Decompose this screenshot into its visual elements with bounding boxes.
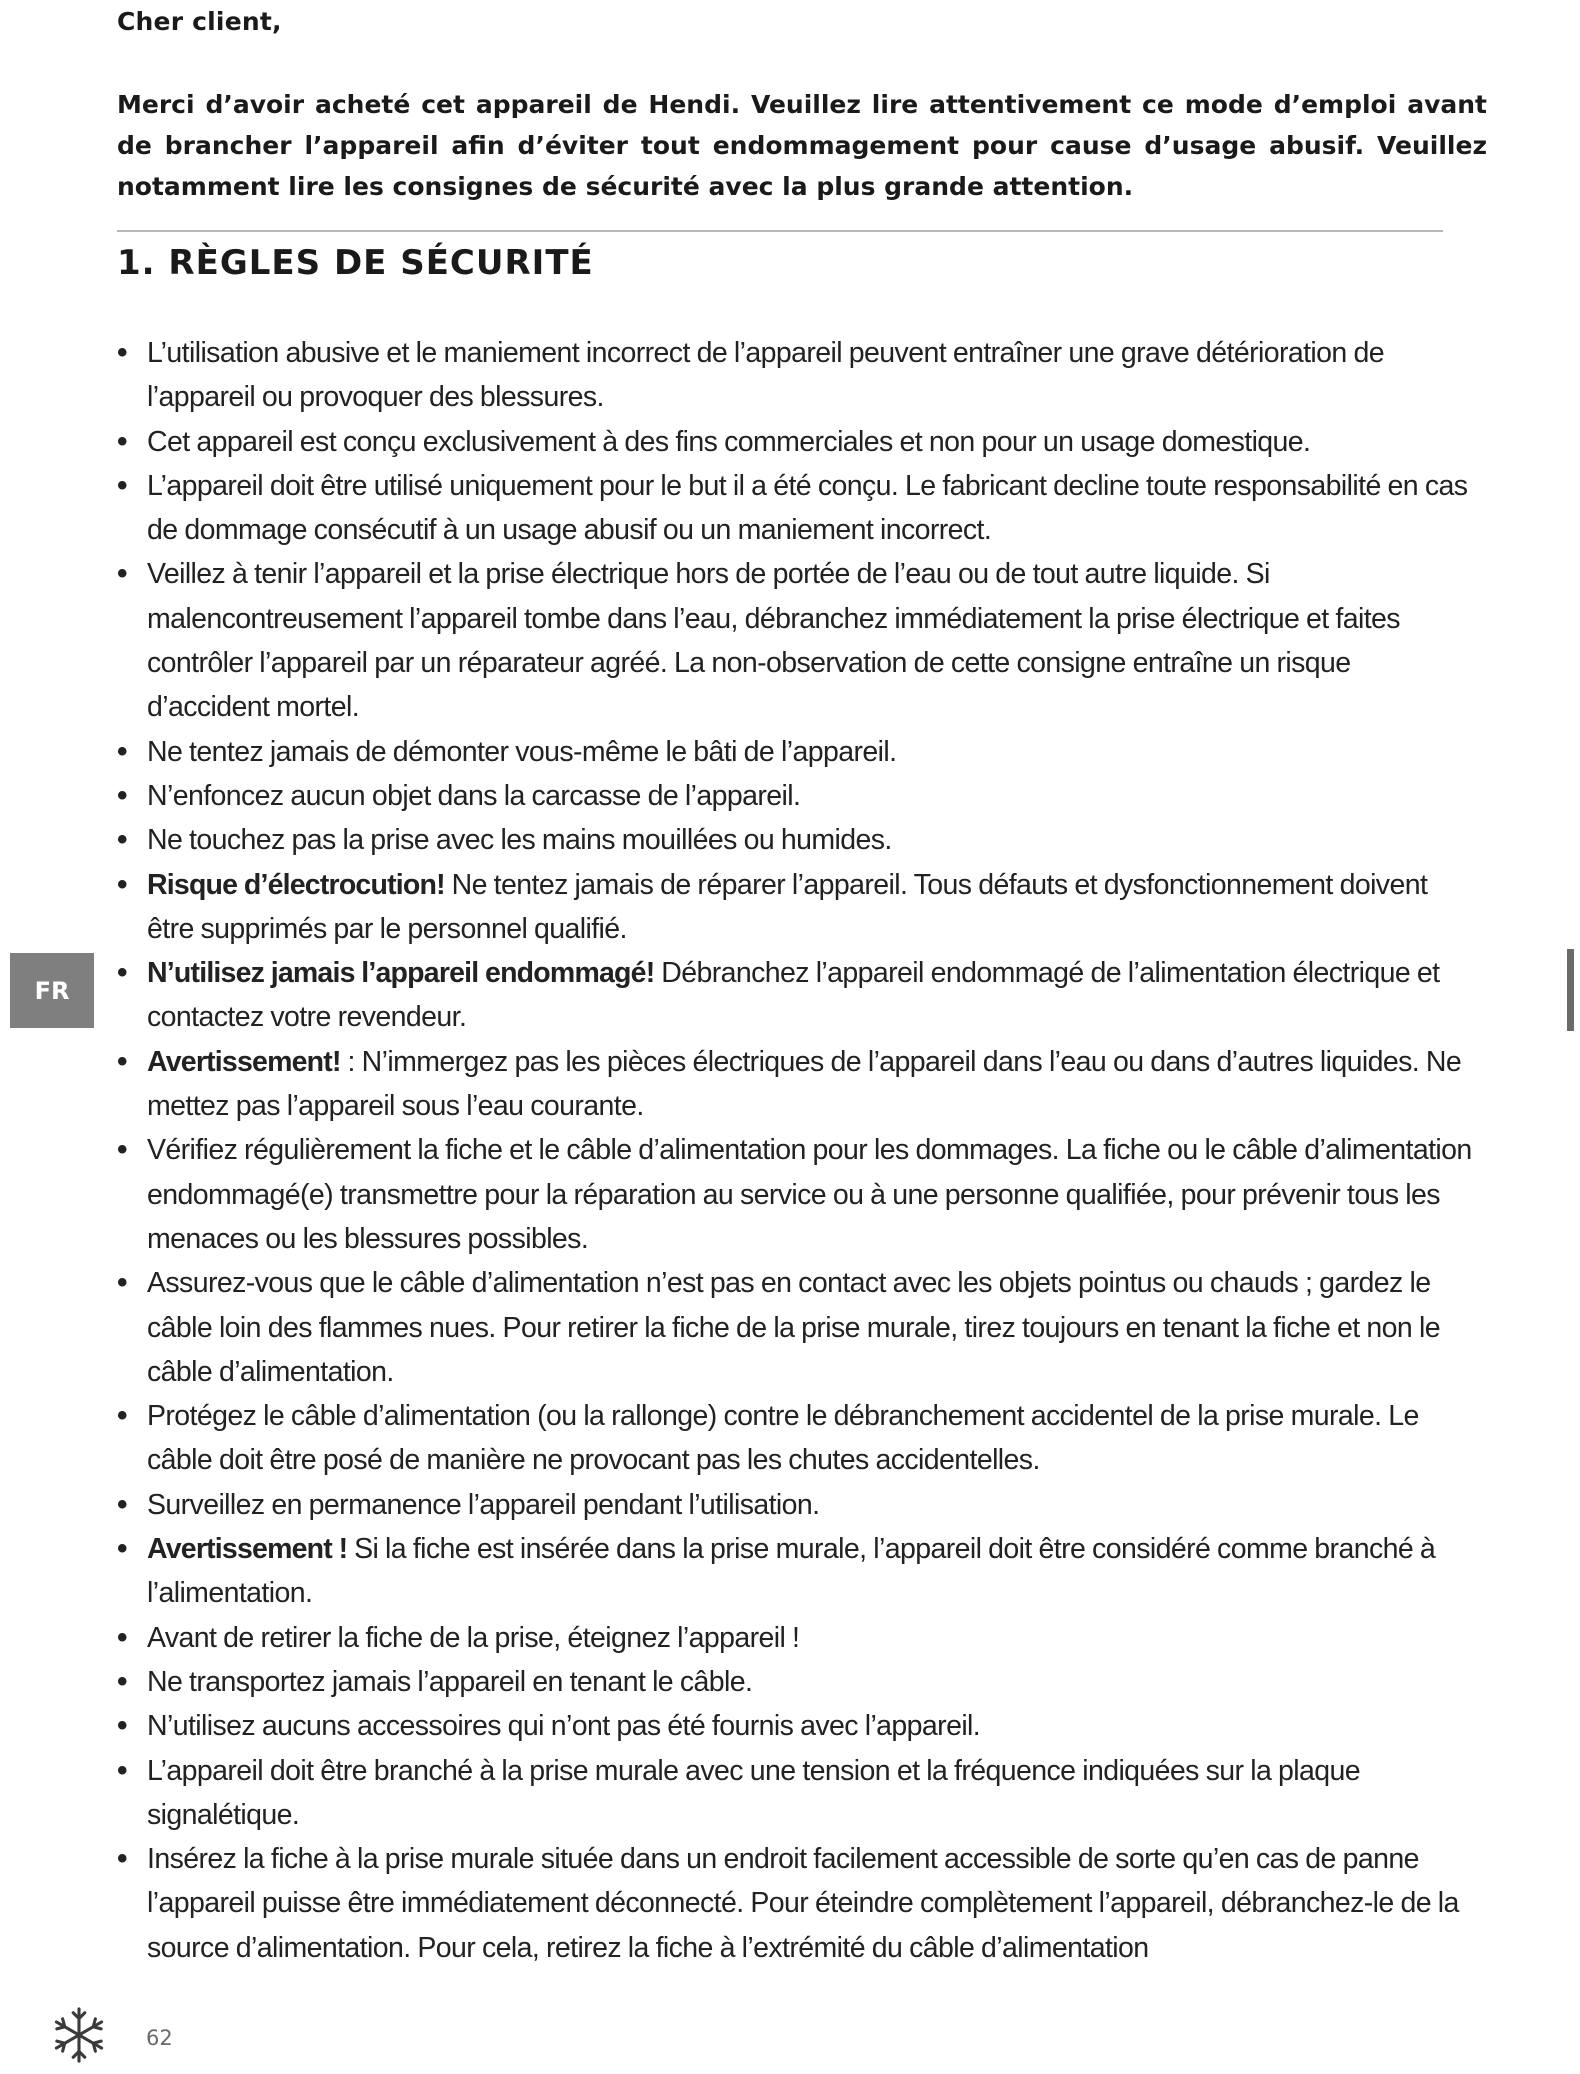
safety-rule-text: Ne touchez pas la prise avec les mains mouillées ou humides. <box>147 824 892 857</box>
safety-rule-text: Assurez-vous que le câble d’alimentation n’est pas en contact avec les objets pointus ou chauds ; gardez le câble loin des flammes nues. Pour retirer la fiche de la prise murale, tirez toujours en tenant la fiche et non le câble d’alimentation. <box>147 1267 1440 1388</box>
safety-rule-text: : N’immergez pas les pièces électriques de l’appareil dans l’eau ou dans d’autres liquides. Ne mettez pas l’appareil sous l’eau courante. <box>147 1045 1462 1123</box>
safety-rule-text: Débranchez l’appareil endommagé de l’alimentation électrique et contactez votre revendeur. <box>147 957 1440 1034</box>
safety-rule-text: Ne transportez jamais l’appareil en tenant le câble. <box>147 1665 753 1698</box>
language-tab <box>10 953 94 1028</box>
safety-rule-text: Surveillez en permanence l’appareil pendant l’utilisation. <box>147 1488 820 1521</box>
snowflake-icon <box>50 2006 108 2064</box>
safety-rule-text: Avant de retirer la fiche de la prise, éteignez l’appareil ! <box>147 1621 800 1654</box>
safety-rule-item <box>117 1261 1479 1394</box>
safety-rule-item <box>117 552 1479 729</box>
safety-rule-text: Ne tentez jamais de démonter vous-même le bâti de l’appareil. <box>147 735 897 768</box>
safety-rule-text: Protégez le câble d’alimentation (ou la rallonge) contre le débranchement accidentel de la prise murale. Le câble doit être posé de manière ne provocant pas les chutes accidentelles. <box>147 1400 1419 1477</box>
safety-rule-text: Vérifiez régulièrement la fiche et le câble d’alimentation pour les dommages. La fiche ou le câble d’alimentation endommagé(e) transmettre pour la réparation au service ou à une personne qualifiée, pour prévenir tous les menaces ou les blessures possibles. <box>147 1134 1472 1255</box>
safety-rule-item <box>117 774 1479 818</box>
intro-paragraph: Merci d’avoir acheté cet appareil de Hendi. Veuillez lire attentivement ce mode d’emploi avant de brancher l’appareil afin d’éviter tout endommagement pour cause d’usage abusif. Veuillez notamment lire les consignes de sécurité avec la plus grande attention. <box>117 90 1487 201</box>
safety-rules-list <box>117 331 1479 1970</box>
safety-rule-text: L’appareil doit être utilisé uniquement pour le but il a été conçu. Le fabricant decline toute responsabilité en cas de dommage consécutif à un usage abusif ou un maniement incorrect. <box>147 469 1468 547</box>
safety-rule-item <box>117 1704 1479 1748</box>
safety-rule-emphasis: Avertissement! <box>147 1045 341 1078</box>
safety-rule-emphasis: Avertissement ! <box>147 1533 348 1566</box>
safety-rule-text: L’utilisation abusive et le maniement incorrect de l’appareil peuvent entraîner une grave détérioration de l’appareil ou provoquer des blessures. <box>147 337 1384 414</box>
safety-rule-item <box>117 1128 1479 1261</box>
safety-rule-item <box>117 464 1479 553</box>
safety-rule-emphasis: N’utilisez jamais l’appareil endommagé! <box>147 957 655 990</box>
section-title: 1. RÈGLES DE SÉCURITÉ <box>117 243 594 283</box>
safety-rule-text: Si la fiche est insérée dans la prise murale, l’appareil doit être considéré comme branché à l’alimentation. <box>147 1533 1436 1610</box>
safety-rule-item <box>117 420 1479 464</box>
safety-rule-item <box>117 1837 1479 1970</box>
safety-rule-item <box>117 818 1479 862</box>
safety-rule-item <box>117 331 1479 420</box>
safety-rule-item <box>117 1527 1479 1616</box>
safety-rule-item <box>117 1040 1479 1129</box>
safety-rule-item <box>117 730 1479 774</box>
safety-rule-item <box>117 951 1479 1040</box>
page-edge-marker <box>1567 949 1574 1031</box>
safety-rule-text: N’enfoncez aucun objet dans la carcasse de l’appareil. <box>147 779 801 812</box>
safety-rule-emphasis: Risque d’électrocution! <box>147 868 445 901</box>
safety-rule-item <box>117 1394 1479 1483</box>
safety-rule-item <box>117 863 1479 952</box>
safety-rule-item <box>117 1660 1479 1704</box>
page-number: 62 <box>146 2026 173 2050</box>
safety-rule-item <box>117 1483 1479 1527</box>
safety-rule-text: L’appareil doit être branché à la prise murale avec une tension et la fréquence indiquées sur la plaque signalétique. <box>147 1754 1361 1831</box>
safety-rule-item <box>117 1616 1479 1660</box>
safety-rule-item <box>117 1749 1479 1838</box>
language-tab-label: FR <box>34 976 70 1005</box>
greeting: Cher client, <box>117 7 282 36</box>
section-divider <box>117 230 1443 232</box>
safety-rule-text: Ne tentez jamais de réparer l’appareil. Tous défauts et dysfonctionnement doivent être supprimés par le personnel qualifié. <box>147 868 1428 945</box>
safety-rule-text: N’utilisez aucuns accessoires qui n’ont pas été fournis avec l’appareil. <box>147 1710 981 1743</box>
safety-rule-text: Insérez la fiche à la prise murale située dans un endroit facilement accessible de sorte qu’en cas de panne l’appareil puisse être immédiatement déconnecté. Pour éteindre complètement l’appareil, débranchez-le de la source d’alimentation. Pour cela, retirez la fiche à l’extrémité du câble d’alimentation <box>147 1843 1459 1964</box>
safety-rule-text: Veillez à tenir l’appareil et la prise électrique hors de portée de l’eau ou de tout autre liquide. Si malencontreusement l’appareil tombe dans l’eau, débranchez immédiatement la prise électrique et faites contrôler l’appareil par un réparateur agréé. La non-observation de cette consigne entraîne un risque d’accident mortel. <box>147 558 1400 724</box>
safety-rule-text: Cet appareil est conçu exclusivement à des fins commerciales et non pour un usage domestique. <box>147 425 1311 458</box>
